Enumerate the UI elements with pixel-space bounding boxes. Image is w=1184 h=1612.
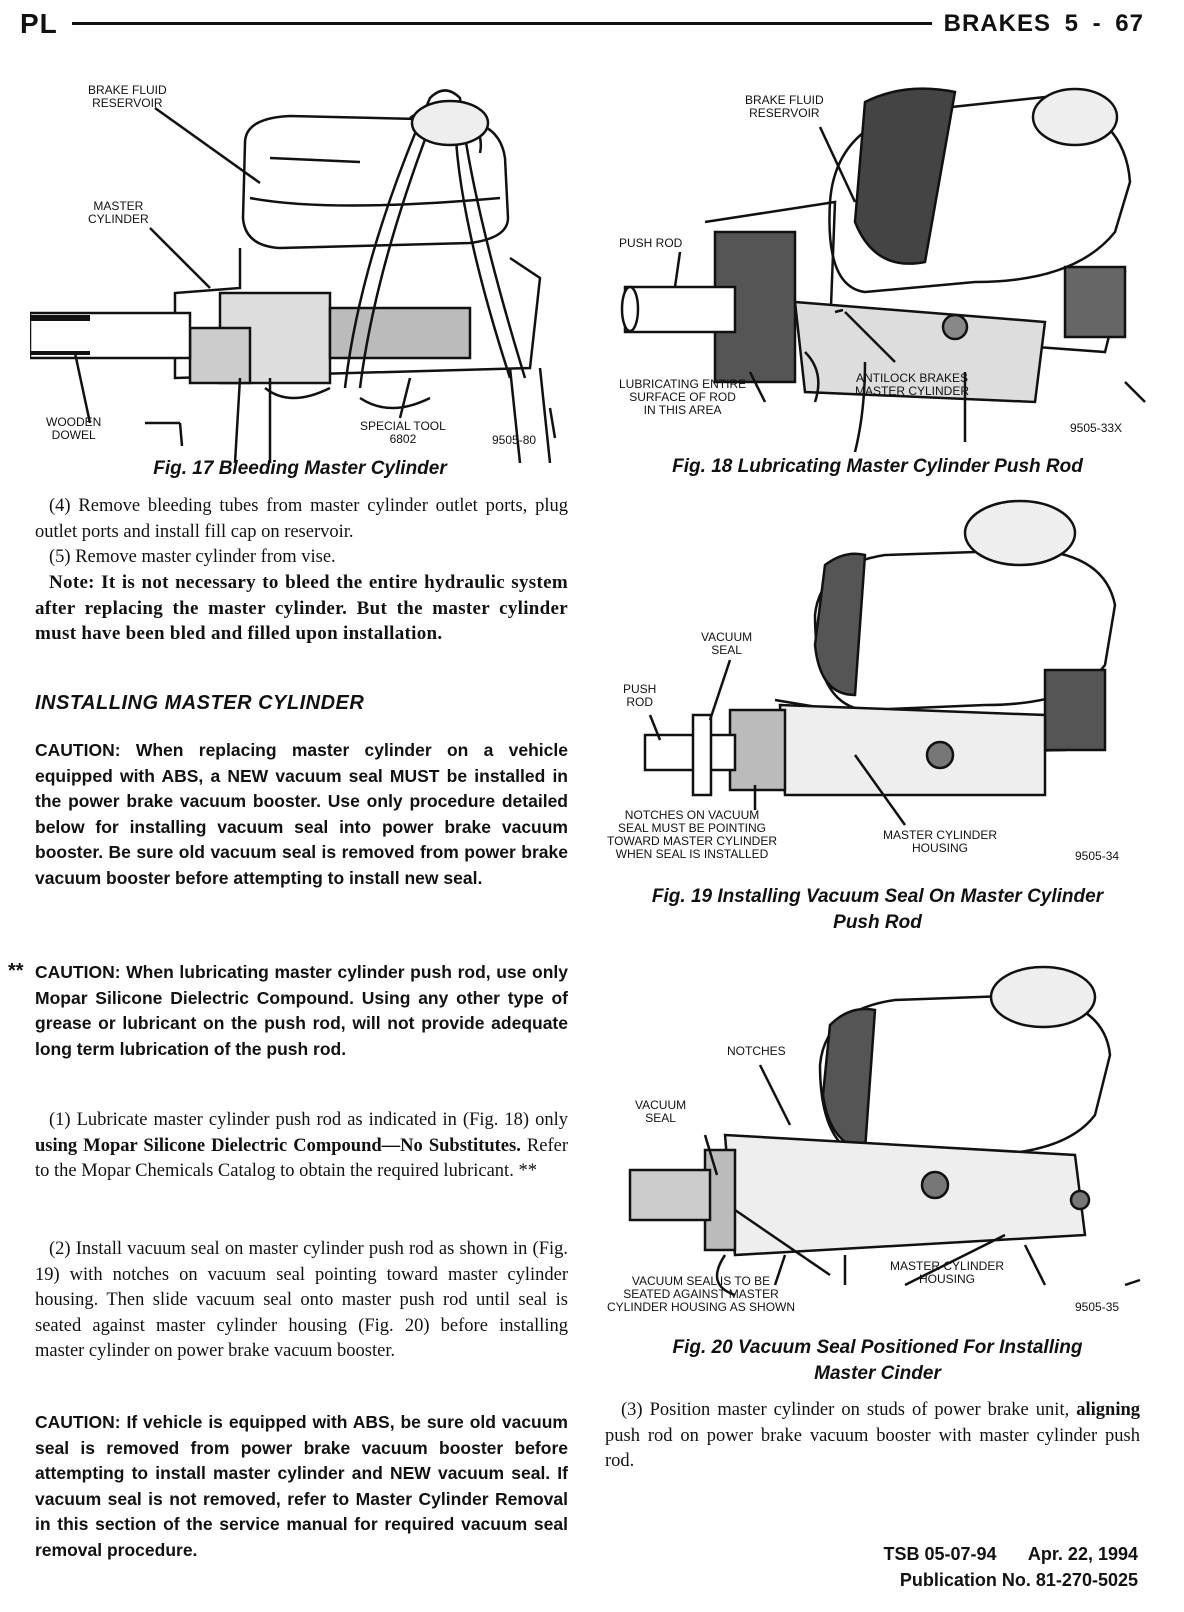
step-1-text: (1) Lubricate master cylinder push rod as indicated in (Fig. 18) only using Mopar Silicone Dielectric Compound—No Substitutes. Refer to the Mopar Chemicals Catalog to obtain the required lubricant. ** — [35, 1110, 568, 1181]
fig17-label-reservoir: BRAKE FLUID RESERVOIR — [88, 83, 167, 110]
fig19-label-vacuum-seal: VACUUM SEAL — [701, 630, 753, 657]
fig20-code: 9505-35 — [1075, 1300, 1120, 1314]
figure-19 — [605, 495, 1150, 880]
figure-17 — [30, 78, 570, 463]
fig20-label-vacuum-seal: VACUUM SEAL — [635, 1098, 687, 1125]
fig19-label-master-cylinder-housing: MASTER CYLINDER HOUSING — [883, 828, 998, 855]
fig17-code: 9505-80 — [492, 433, 537, 447]
footer-date: Apr. 22, 1994 — [1027, 1544, 1138, 1564]
fig19-caption: Fig. 19 Installing Vacuum Seal On Master Cylinder Push Rod — [651, 886, 1104, 933]
page-header — [20, 8, 1144, 38]
header-rule — [72, 22, 932, 25]
fig18-caption: Fig. 18 Lubricating Master Cylinder Push Rod — [672, 456, 1083, 477]
footer-tsb — [884, 1544, 1139, 1565]
fig20-caption: Fig. 20 Vacuum Seal Positioned For Installing Master Cinder — [672, 1337, 1083, 1384]
header-page-number: 5 - 67 — [1064, 10, 1144, 37]
caution-abs-vacuum-seal: CAUTION: When replacing master cylinder on a vehicle equipped with ABS, a NEW vacuum seal MUST be installed in the power brake vacuum booster. Use only procedure detailed below for installing vacuum seal into power brake vacuum booster. Be sure old vacuum seal is removed from power brake vacuum booster before attempting to install new seal. — [35, 740, 568, 888]
header-section-page — [944, 10, 1144, 38]
fig19-label-notches: NOTCHES ON VACUUM SEAL MUST BE POINTING TOWARD MASTER CYLINDER WHEN SEAL IS INSTALLED — [607, 808, 778, 861]
fig19-code: 9505-34 — [1075, 849, 1120, 863]
header-vehicle-code: PL — [20, 8, 58, 39]
fig18-label-reservoir: BRAKE FLUID RESERVOIR — [745, 93, 824, 120]
revision-marker: ** — [8, 960, 24, 982]
caution-lubricant: CAUTION: When lubricating master cylinder push rod, use only Mopar Silicone Dielectric Compound. Using any other type of grease or lubricant on the push rod, will not provide adequate long term lubrication of the push rod. — [35, 962, 568, 1059]
fig20-label-seated: VACUUM SEAL IS TO BE SEATED AGAINST MASTER CYLINDER HOUSING AS SHOWN — [607, 1274, 796, 1314]
fig17-label-wooden-dowel: WOODEN DOWEL — [46, 415, 102, 442]
fig19-label-push-rod: PUSH ROD — [623, 682, 657, 709]
step-2-text: (2) Install vacuum seal on master cylinder push rod as shown in (Fig. 19) with notches on vacuum seal pointing toward master cylinder housing. Then slide vacuum seal onto master push rod until seal is seated against master cylinder housing (Fig. 20) before installing master cylinder on power brake vacuum booster. — [35, 1239, 568, 1361]
step-5-text: (5) Remove master cylinder from vise. — [49, 547, 336, 567]
fig20-label-notches: NOTCHES — [727, 1044, 786, 1058]
section-heading: INSTALLING MASTER CYLINDER — [35, 692, 365, 714]
fig17-caption: Fig. 17 Bleeding Master Cylinder — [153, 458, 447, 479]
step-4-text: (4) Remove bleeding tubes from master cylinder outlet ports, plug outlet ports and install fill cap on reservoir. — [35, 496, 568, 542]
figure-20 — [605, 955, 1150, 1327]
fig17-label-special-tool: SPECIAL TOOL 6802 — [360, 419, 446, 446]
caution-abs-removal: CAUTION: If vehicle is equipped with ABS, be sure old vacuum seal is removed from power brake vacuum booster before attempting to install master cylinder and NEW vacuum seal. If vacuum seal is not removed, refer to Master Cylinder Removal in this section of the service manual for required vacuum seal removal procedure. — [35, 1412, 568, 1560]
note-bleed: Note: It is not necessary to bleed the entire hydraulic system after replacing the master cylinder. But the master cylinder must have been bled and filled upon installation. — [35, 572, 568, 644]
fig18-label-push-rod: PUSH ROD — [619, 236, 683, 250]
fig18-label-lubricating: LUBRICATING ENTIRE SURFACE OF ROD IN THIS AREA — [619, 377, 747, 417]
footer-tsb-number: TSB 05-07-94 — [883, 1544, 997, 1564]
step-3-text: (3) Position master cylinder on studs of power brake unit, aligning push rod on power brake vacuum booster with master cylinder push rod. — [605, 1400, 1140, 1471]
step-1-emphasis: using Mopar Silicone Dielectric Compound—No Substitutes. — [35, 1135, 521, 1156]
step-3-emphasis: aligning — [1076, 1400, 1140, 1420]
fig20-illustration — [605, 955, 1150, 1327]
fig20-label-master-cylinder-housing: MASTER CYLINDER HOUSING — [890, 1259, 1005, 1286]
fig17-illustration — [30, 78, 570, 463]
fig18-label-abs-master-cylinder: ANTILOCK BRAKES MASTER CYLINDER — [855, 371, 970, 398]
footer-publication: Publication No. 81-270-5025 — [899, 1570, 1138, 1590]
fig18-code: 9505-33X — [1070, 421, 1123, 435]
figure-18 — [605, 72, 1150, 457]
fig17-label-master-cylinder: MASTER CYLINDER — [88, 199, 149, 226]
header-section: BRAKES — [943, 10, 1051, 37]
